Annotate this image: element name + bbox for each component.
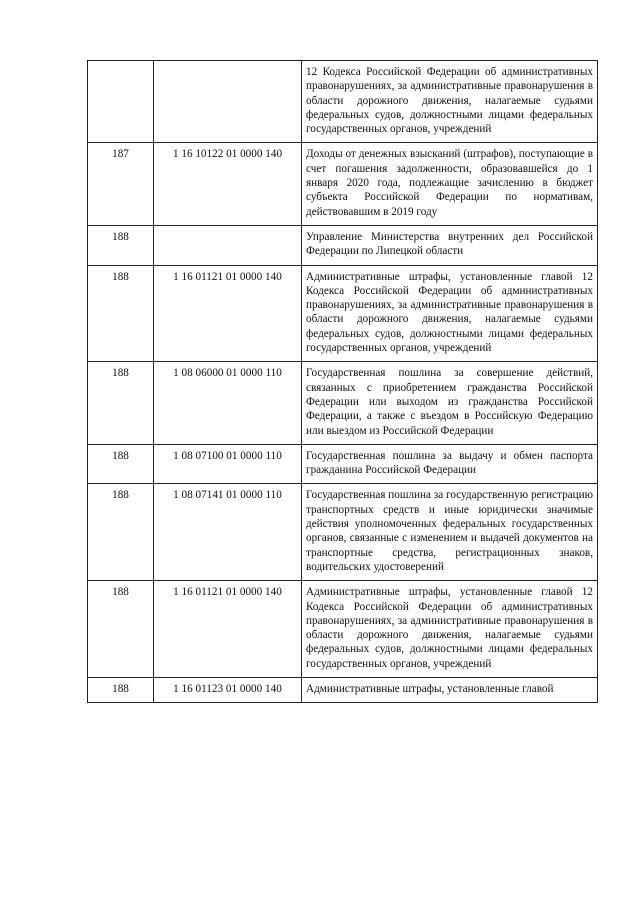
description-cell: Государственная пошлина за выдачу и обмен паспорта гражданина Российской Федерации [302, 444, 598, 484]
table-row [88, 143, 598, 225]
table-row [88, 444, 598, 484]
description-cell: 12 Кодекса Российской Федерации об административных правонарушениях, за административные правонарушения в области дорожного движения, налагаемые судьями федеральных судов, должностными лицами федеральных государственных органов, учреждений [302, 61, 598, 143]
revenue-codes-table [87, 60, 598, 703]
admin-code-cell: 188 [88, 225, 154, 265]
description-cell: Государственная пошлина за государственную регистрацию транспортных средств и иные юридически значимые действия уполномоченных федеральных государственных органов, связанные с изменением и выдачей документов на транспортные средства, регистрационных знаков, водительских удостоверений [302, 484, 598, 581]
admin-code-cell [88, 61, 154, 143]
description-cell: Административные штрафы, установленные главой 12 Кодекса Российской Федерации об административных правонарушениях, за административные правонарушения в области дорожного движения, налагаемые судьями федеральных судов, должностными лицами федеральных государственных органов, учреждений [302, 265, 598, 362]
table-row [88, 581, 598, 678]
admin-code-cell: 188 [88, 677, 154, 702]
admin-code-cell: 187 [88, 143, 154, 225]
table-row [88, 362, 598, 444]
table-row [88, 61, 598, 143]
description-cell: Административные штрафы, установленные главой 12 Кодекса Российской Федерации об административных правонарушениях, за административные правонарушения в области дорожного движения, налагаемые судьями федеральных судов, должностными лицами федеральных государственных органов, учреждений [302, 581, 598, 678]
table-row [88, 265, 598, 362]
kbk-code-cell [154, 225, 302, 265]
kbk-code-cell: 1 16 10122 01 0000 140 [154, 143, 302, 225]
table-row [88, 484, 598, 581]
admin-code-cell: 188 [88, 265, 154, 362]
kbk-code-cell: 1 08 07141 01 0000 110 [154, 484, 302, 581]
kbk-code-cell: 1 16 01121 01 0000 140 [154, 581, 302, 678]
kbk-code-cell: 1 16 01121 01 0000 140 [154, 265, 302, 362]
admin-code-cell: 188 [88, 484, 154, 581]
admin-code-cell: 188 [88, 362, 154, 444]
admin-code-cell: 188 [88, 444, 154, 484]
kbk-code-cell: 1 08 07100 01 0000 110 [154, 444, 302, 484]
description-cell: Административные штрафы, установленные главой [302, 677, 598, 702]
admin-code-cell: 188 [88, 581, 154, 678]
description-cell: Государственная пошлина за совершение действий, связанных с приобретением гражданства Российской Федерации или выходом из гражданства Российской Федерации, а также с въездом в Российскую Федерацию или выездом из Российской Федерации [302, 362, 598, 444]
table-row [88, 677, 598, 702]
description-cell: Управление Министерства внутренних дел Российской Федерации по Липецкой области [302, 225, 598, 265]
table-row [88, 225, 598, 265]
description-cell: Доходы от денежных взысканий (штрафов), поступающие в счет погашения задолженности, образовавшейся до 1 января 2020 года, подлежащие зачислению в бюджет субъекта Российской Федерации по нормативам, действовавшим в 2019 году [302, 143, 598, 225]
kbk-code-cell: 1 16 01123 01 0000 140 [154, 677, 302, 702]
kbk-code-cell [154, 61, 302, 143]
kbk-code-cell: 1 08 06000 01 0000 110 [154, 362, 302, 444]
